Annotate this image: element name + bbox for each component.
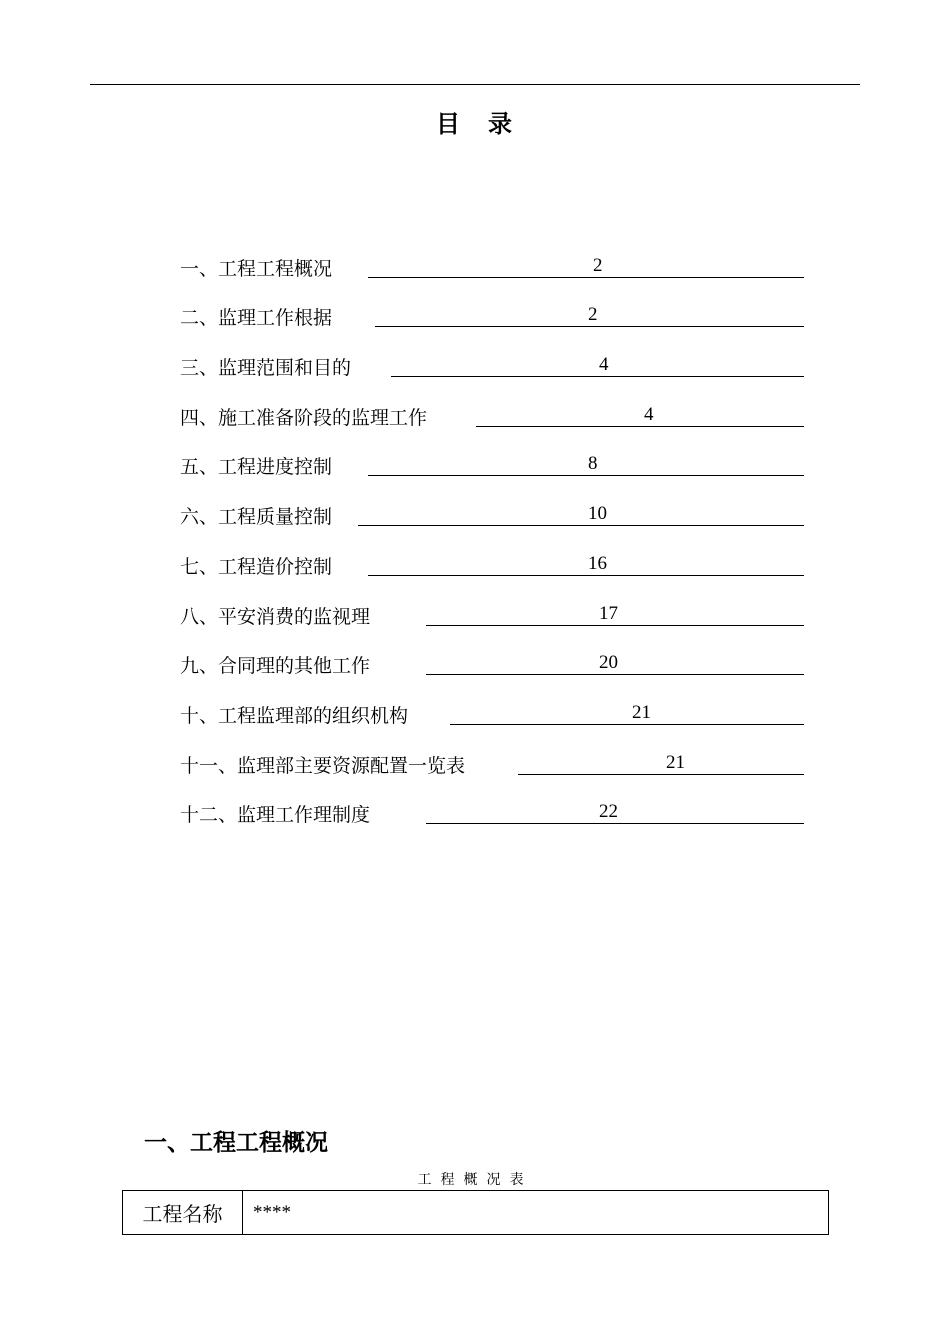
toc-entry-label: 五、工程进度控制	[180, 456, 333, 479]
toc-leader-line	[426, 625, 804, 626]
toc-entry-page: 2	[588, 304, 598, 326]
toc-entry-page: 8	[588, 453, 598, 475]
toc-entry-label: 六、工程质量控制	[180, 506, 333, 529]
toc-leader-line	[518, 774, 804, 775]
toc-entry-page: 21	[666, 751, 685, 773]
table-row	[123, 1191, 829, 1235]
toc-leader-line	[391, 376, 804, 377]
toc-entry-label: 二、监理工作根据	[180, 307, 333, 330]
toc-entry[interactable]	[180, 787, 804, 837]
toc-title: 目 录	[436, 110, 514, 138]
project-overview-table	[122, 1190, 829, 1235]
toc-leader-line	[450, 724, 804, 725]
toc-entry[interactable]	[180, 339, 804, 389]
toc-entry-page: 21	[632, 701, 651, 723]
toc-entry-page: 2	[593, 254, 603, 276]
toc-entry-page: 16	[588, 552, 607, 574]
toc-entry-label: 三、监理范围和目的	[180, 357, 352, 380]
toc-entry[interactable]	[180, 638, 804, 688]
toc-entry-label: 九、合同理的其他工作	[180, 655, 371, 678]
toc-entry[interactable]	[180, 488, 804, 538]
toc-leader-line	[368, 475, 804, 476]
toc-leader-line	[358, 525, 804, 526]
toc-entry-label: 十、工程监理部的组织机构	[180, 704, 409, 727]
project-name-label: 工程名称	[123, 1191, 243, 1235]
toc-leader-line	[368, 575, 804, 576]
section-heading: 一、工程工程概况	[144, 1130, 328, 1156]
header-rule	[90, 84, 860, 85]
toc-entry-label: 八、平安消费的监视理	[180, 605, 371, 628]
toc-entry-label: 十二、监理工作理制度	[180, 804, 371, 827]
toc-entry[interactable]	[180, 240, 804, 290]
toc-entry-label: 四、施工准备阶段的监理工作	[180, 406, 428, 429]
toc-entry-page: 4	[599, 354, 609, 376]
toc-entry-page: 10	[588, 503, 607, 525]
toc-entry-page: 17	[599, 602, 618, 624]
toc-entry[interactable]	[180, 737, 804, 787]
toc-leader-line	[368, 277, 804, 278]
project-name-value: ****	[243, 1191, 829, 1235]
toc-entry[interactable]	[180, 588, 804, 638]
toc-entry-page: 20	[599, 652, 618, 674]
toc-leader-line	[426, 823, 804, 824]
toc-entry-page: 22	[599, 801, 618, 823]
toc-entry[interactable]	[180, 290, 804, 340]
toc-entry[interactable]	[180, 389, 804, 439]
toc-leader-line	[375, 326, 804, 327]
toc-entry-page: 4	[644, 403, 654, 425]
toc-entry-label: 七、工程造价控制	[180, 555, 333, 578]
toc-entry[interactable]	[180, 439, 804, 489]
toc-leader-line	[426, 674, 804, 675]
toc-list	[180, 240, 804, 836]
toc-entry[interactable]	[180, 538, 804, 588]
toc-entry[interactable]	[180, 687, 804, 737]
toc-entry-label: 一、工程工程概况	[180, 257, 333, 280]
table-caption: 工程概况表	[417, 1172, 533, 1188]
toc-entry-label: 十一、监理部主要资源配置一览表	[180, 754, 466, 777]
toc-leader-line	[476, 426, 804, 427]
